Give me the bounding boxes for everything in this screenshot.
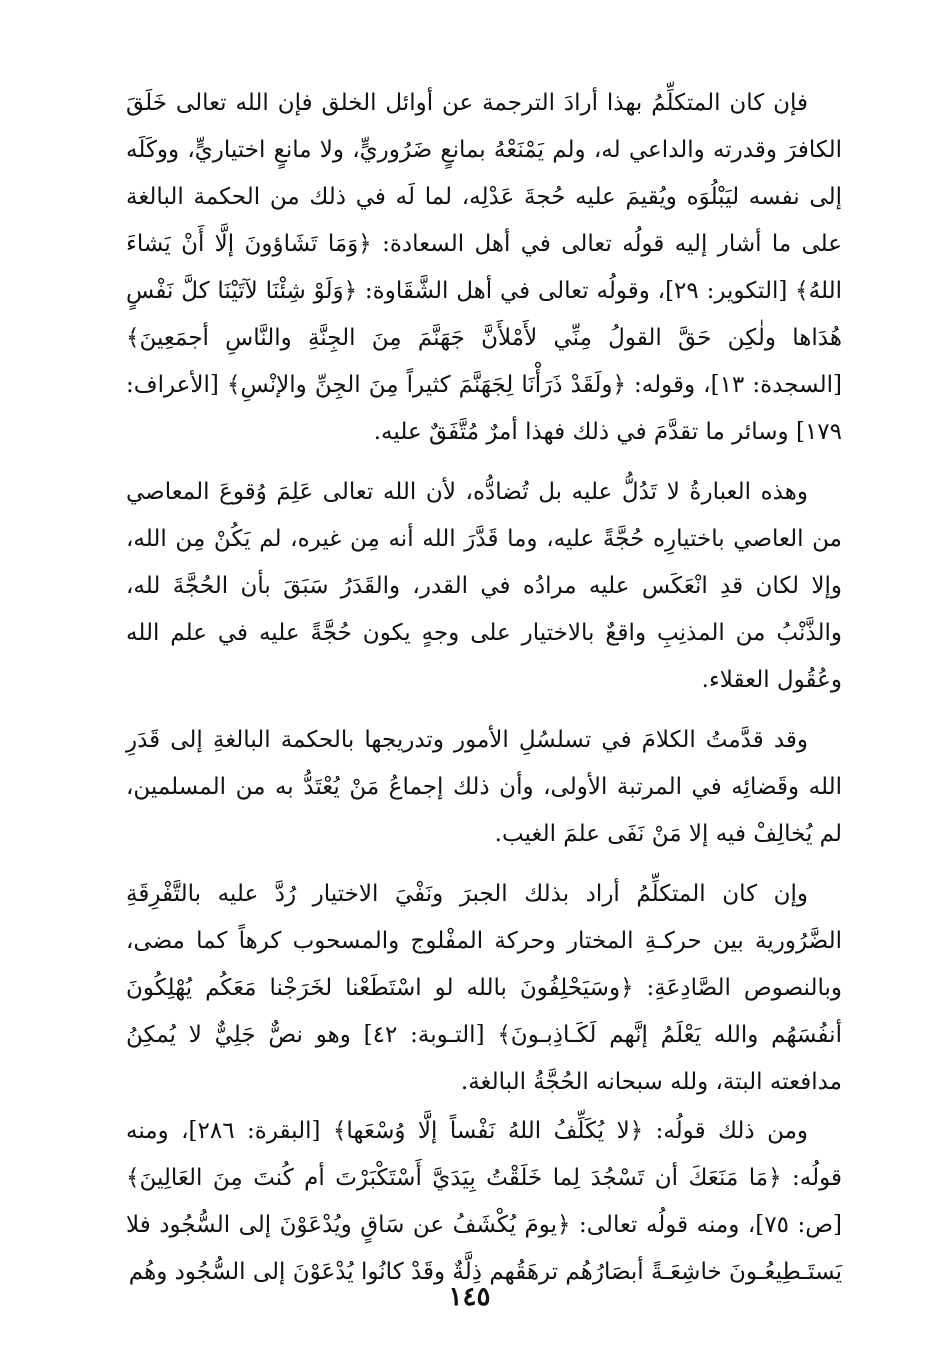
paragraph-4: وإن كان المتكلِّمُ أراد بذلك الجبرَ ونَفْيَ الاختيار رُدَّ عليه بالتَّفْرِقَةِ الضَّرُورية بين حركـةِ المختار وحركة المفْلوج والمسحوب كرهاً كما مضى، وبالنصوص الصَّادِعَةِ: ﴿وسَيَحْلِفُونَ بالله لو اسْتَطَعْنا لخَرَجْنا مَعَكُم يُهْلِكُونَ أنفُسَهُم والله يَعْلَمُ إنَّهم لَكَـاذِبـونَ﴾ [التـوبة: ٤٢] وهو نصٌّ جَلِيٌّ لا يُمكِنُ مدافعته البتة، ولله سبحانه الحُجَّةُ البالغة. bbox=[126, 881, 842, 1095]
paragraph-5: ومن ذلك قولُه: ﴿لا يُكَلِّفُ اللهُ نَفْساً إلَّا وُسْعَها﴾ [البقرة: ٢٨٦]، ومنه قولُه: ﴿مَا مَنَعَكَ أن تَسْجُدَ لِما خَلَقْتُ بِيَدَيَّ أَسْتَكْبَرْتَ أم كُنتَ مِنَ العَالِينَ﴾ [ص: ٧٥]، ومنه قولُه تعالى: ﴿يومَ يُكْشَفُ عن سَاقٍ ويُدْعَوْنَ إلى السُّجُود فلا يَستَـطِيعُـونَ خاشِعَـةً أبصَارُهُم ترهَقُهم ذِلَّةٌ وقَدْ كانُوا يُدْعَوْنَ إلى السُّجُود وهُم bbox=[126, 1118, 842, 1285]
page-body bbox=[126, 80, 842, 1296]
page-number: ١٤٥ bbox=[448, 1282, 491, 1312]
paragraph-3: وقد قدَّمتُ الكلامَ في تسلسُلِ الأمور وتدريجها بالحكمة البالغةِ إلى قَدَرِ الله وقَضائِه في المرتبة الأولى، وأن ذلك إجماعُ مَنْ يُعْتَدُّ به من المسلمين، لم يُخالِفْ فيه إلا مَنْ نَفَى علمَ الغيب. bbox=[126, 727, 842, 847]
paragraph-1: فإن كان المتكلِّمُ بهذا أرادَ الترجمة عن أوائل الخلق فإن الله تعالى خَلَقَ الكافرَ وقدرته والداعي له، ولم يَمْنَعْهُ بمانعٍ ضَرُوريٍّ، ولا مانعٍ اختياريٍّ، ووكَلَه إلى نفسه ليَبْلُوَه ويُقيمَ عليه حُجةَ عَدْلِه، لما لَه في ذلك من الحكمة البالغة على ما أشار إليه قولُه تعالى في أهل السعادة: ﴿وَمَا تَشَاؤونَ إلَّا أَنْ يَشاءَ اللهُ﴾ [التكوير: ٢٩]، وقولُه تعالى في أهل الشَّقَاوة: ﴿وَلَوْ شِئْنَا لآتَيْنَا كلَّ نَفْسٍ هُدَاها ولٰكِن حَقَّ القولُ مِنِّي لأَمْلأَنَّ جَهَنَّمَ مِنَ الجِنَّةِ والنَّاسِ أجمَعِينَ﴾ [السجدة: ١٣]، وقوله: ﴿ولَقَدْ ذَرَأْنَا لِجَهَنَّمَ كثيراً مِنَ الجِنِّ والإنْسِ﴾ [الأعراف: ١٧٩] وسائر ما تقدَّمَ في ذلك فهذا أمرٌ مُتَّفَقٌ عليه. bbox=[126, 90, 842, 445]
paragraph-2: وهذه العبارةُ لا تَدُلُّ عليه بل تُضادُّه، لأن الله تعالى عَلِمَ وُقوعَ المعاصي من العاصي باختيارِه حُجَّةً عليه، وما قَدَّرَ الله أنه مِن غيره، لم يَكُنْ مِن الله، وإلا لكان قدِ انْعَكَس عليه مرادُه في القدر، والقَدَرُ سَبَقَ بأن الحُجَّةَ لله، والذَّنْبُ من المذنِبِ واقعٌ بالاختيار على وجهٍ يكون حُجَّةً عليه في علم الله وعُقُول العقلاء. bbox=[126, 479, 842, 693]
